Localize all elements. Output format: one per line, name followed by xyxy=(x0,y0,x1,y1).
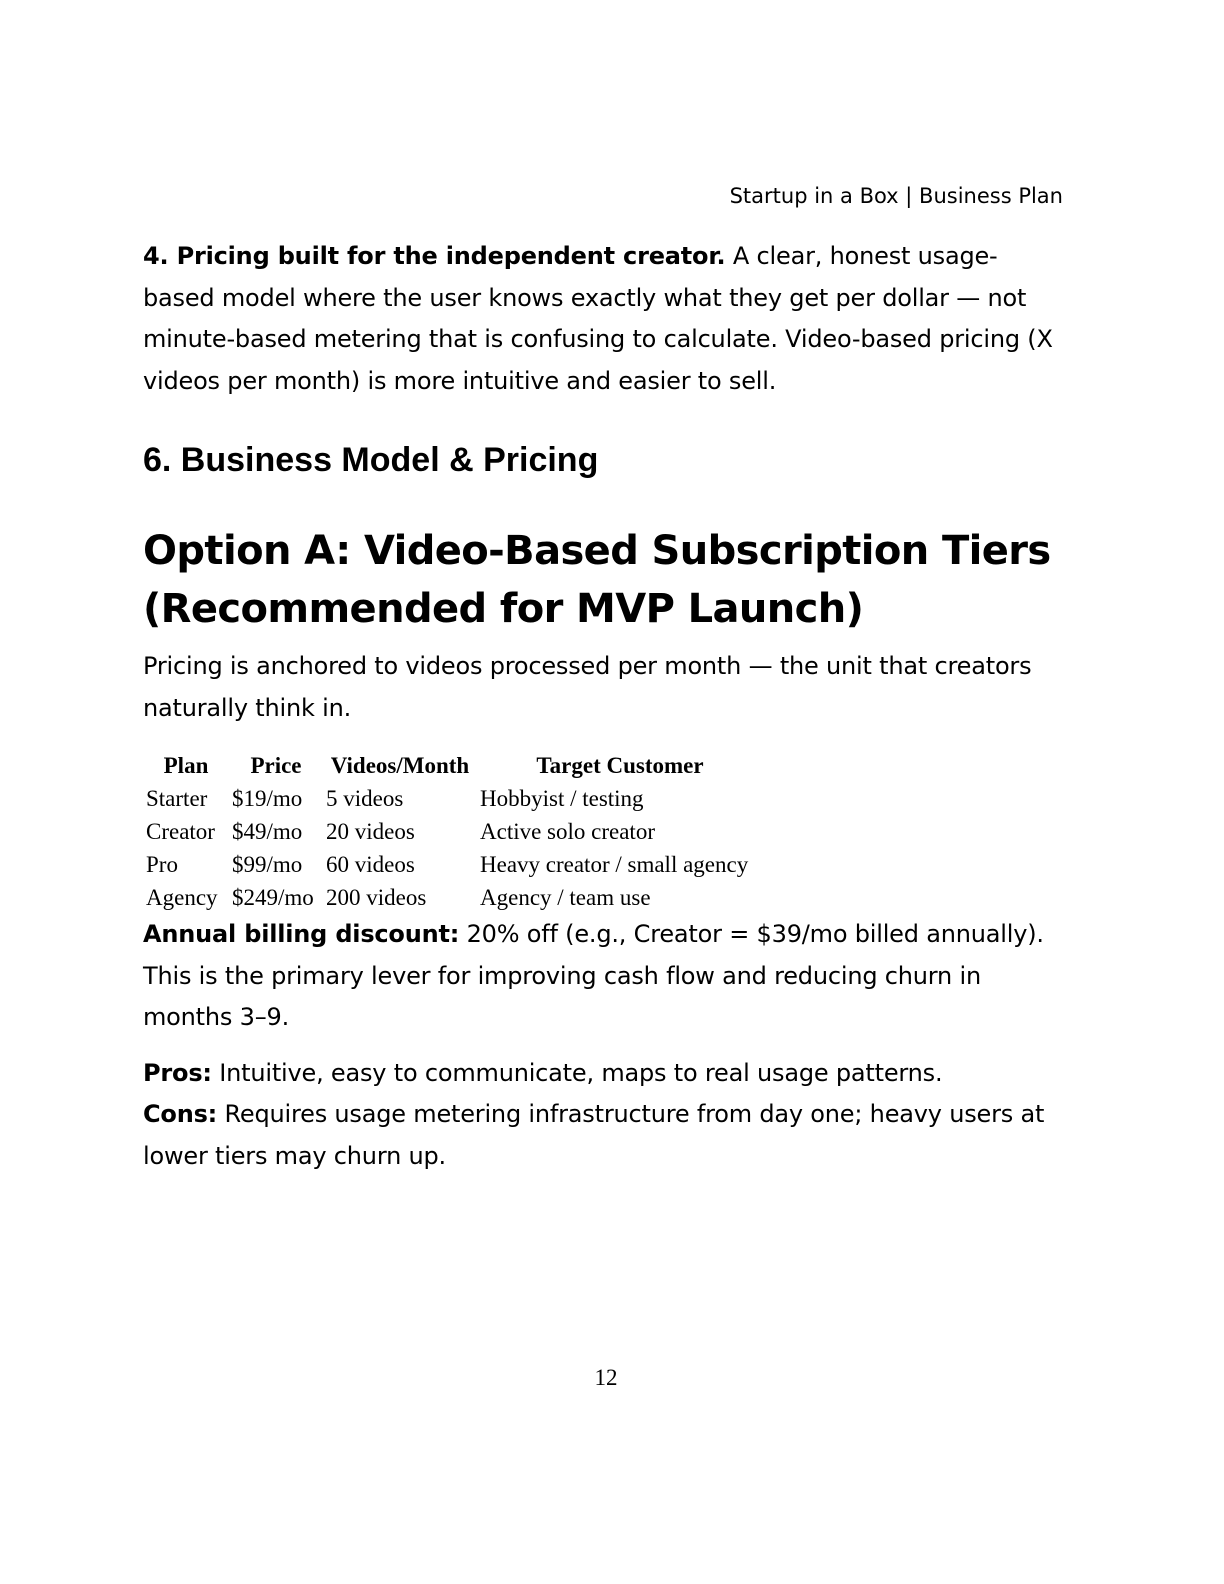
videos-cell: 5 videos xyxy=(326,785,404,811)
pros-paragraph xyxy=(143,1053,1065,1095)
table-row xyxy=(143,782,763,815)
plan-cell: Agency xyxy=(146,884,218,910)
pricing-point-lead: 4. Pricing built for the independent creator. xyxy=(143,242,726,270)
price-cell: $249/mo xyxy=(232,884,314,910)
annual-billing-paragraph xyxy=(143,914,1065,1039)
column-header-price: Price xyxy=(250,752,302,778)
target-cell: Hobbyist / testing xyxy=(480,785,644,811)
target-cell: Heavy creator / small agency xyxy=(480,851,749,877)
target-cell: Active solo creator xyxy=(480,818,655,844)
videos-cell: 200 videos xyxy=(326,884,427,910)
cons-text: Requires usage metering infrastructure from day one; heavy users at lower tiers may churn up. xyxy=(143,1100,1045,1170)
table-row xyxy=(143,815,763,848)
page-number: 12 xyxy=(594,1365,618,1390)
pricing-point-paragraph xyxy=(143,236,1065,402)
annual-billing-label: Annual billing discount: xyxy=(143,920,460,948)
pricing-table xyxy=(143,749,763,914)
plan-cell: Starter xyxy=(146,785,208,811)
cons-paragraph xyxy=(143,1094,1065,1177)
page-content xyxy=(143,236,1065,1177)
plan-cell: Pro xyxy=(146,851,178,877)
section-heading: 6. Business Model & Pricing xyxy=(143,441,599,479)
table-row xyxy=(143,881,763,914)
annual-billing-text: 20% off (e.g., Creator = $39/mo billed annually). This is the primary lever for improving cash flow and reducing churn in months 3–9. xyxy=(143,920,1044,1031)
price-cell: $19/mo xyxy=(232,785,303,811)
pricing-point-text: A clear, honest usage-based model where the user knows exactly what they get per dollar — not minute-based metering that is confusing to calculate. Video-based pricing (X videos per month) is more intuitive and easier to sell. xyxy=(143,242,1053,395)
videos-cell: 20 videos xyxy=(326,818,415,844)
price-cell: $99/mo xyxy=(232,851,303,877)
plan-cell: Creator xyxy=(146,818,215,844)
pricing-table-header-row xyxy=(143,749,763,782)
option-a-heading: Option A: Video-Based Subscription Tiers (Recommended for MVP Launch) xyxy=(143,528,1051,632)
column-header-plan: Plan xyxy=(163,752,209,778)
pros-text: Intuitive, easy to communicate, maps to real usage patterns. xyxy=(211,1058,943,1087)
running-header: Startup in a Box | Business Plan xyxy=(729,184,1063,208)
cons-label: Cons: xyxy=(143,1100,218,1128)
pros-label: Pros: xyxy=(143,1058,212,1087)
videos-cell: 60 videos xyxy=(326,851,415,877)
table-row xyxy=(143,848,763,881)
column-header-target: Target Customer xyxy=(536,752,704,778)
option-a-intro: Pricing is anchored to videos processed per month — the unit that creators naturally think in. xyxy=(143,652,1032,722)
price-cell: $49/mo xyxy=(232,818,303,844)
target-cell: Agency / team use xyxy=(480,884,651,910)
column-header-videos: Videos/Month xyxy=(330,752,470,778)
